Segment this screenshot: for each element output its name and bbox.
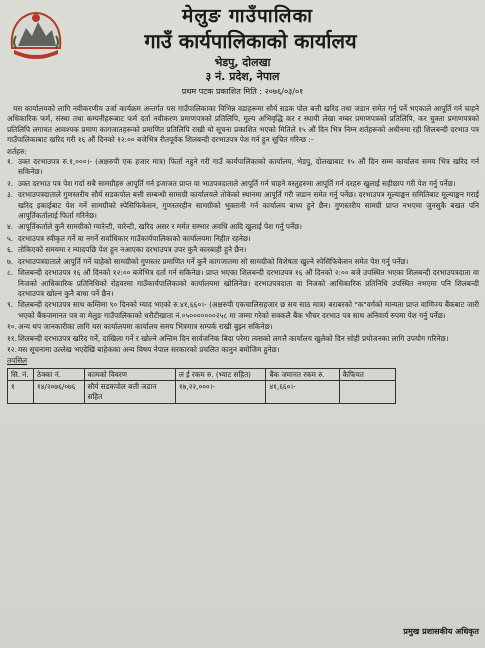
table-header-cell: सि. नं. (8, 368, 34, 381)
condition-item (7, 245, 479, 255)
condition-text: यस सूचनामा उल्लेख भएदेखि बाहेकका अन्य विषय नेपाल सरकारको प्रचलित कानुन बमोजिम हुनेछ। (18, 344, 280, 354)
table-header-cell: कैफियत (339, 368, 395, 381)
condition-number: ७. (7, 256, 14, 266)
condition-text: शिलबन्दी दरभाउपत्र खरिद गर्ने, दाखिला गर्ने र खोल्ने अन्तिम दिन सार्वजनिक बिदा परेमा त्यसको लगत्तै कार्यालय खुलेको दिन सोही प्रयोजनका लागि उपयोग गरिनेछ। (18, 333, 449, 343)
office-address: भेडपु, दोलखा (214, 56, 271, 69)
condition-text: उक्त दरभाउपत्र रु.१,०००।- (अक्षरुपी एक हजार मात्र) फिर्ता नहुने गरी गाउँ कार्यपालिकाको कार्यालय, भेडपु, दोलखाबाट १५ औं दिन सम्म कार्यालय समय भित्र खरिद गर्न सकिनेछ। (18, 157, 479, 177)
condition-number: ११. (7, 333, 17, 343)
condition-text: आपूर्तिकर्ताले कुनै सामग्रीको ग्यारेन्टी, वारेन्टी, खरिद असर र मर्मत सम्भार अवधि आदि खुलाई पेश गर्नु पर्नेछ। (18, 222, 302, 232)
condition-item (7, 322, 479, 332)
condition-item (7, 222, 479, 232)
condition-item (7, 179, 479, 189)
condition-number: १०. (7, 322, 17, 332)
office-name-line2: गाउँ कार्यपालिकाको कार्यालय (144, 29, 357, 53)
condition-number: ६. (7, 245, 14, 255)
table-cell: ४१,६६०।- (266, 381, 339, 403)
condition-number: ३. (7, 190, 14, 200)
office-province: ३ नं. प्रदेश, नेपाल (205, 70, 280, 83)
condition-number: १. (7, 157, 14, 167)
notice-header (0, 4, 485, 98)
table-cell: सौर्य सडकपोल बत्ती जडान सहित (84, 381, 175, 403)
table-header-cell: ल ई रकम रु. (भ्याट सहित) (175, 368, 266, 381)
table-header-cell: कामको विवरण (84, 368, 175, 381)
condition-text: दरभाउपत्रदाताले गुणस्तरीय सौर्य सडकपोल बत्ती सम्बन्धी सामाग्री कार्यालयले तोकेको स्थानमा आपूर्ति गरी जडान समेत गर्नु पर्नेछ। दरभाउपत्र मूल्याङ्कन समितिबाट मूल्याङ्कन गराई खरिद इकाईबाट पेश गर्ने सामग्रीको स्पेसिफिकेसन, गुणस्तरहीन सामग्रीको भुक्तानी गर्न कार्यालय बाध्य हुने छैन। गुणस्तरीय सामग्री प्राप्त नभएमा जुनसुकै बखत पनि आपूर्तिकर्तालाई फिर्ता गरिनेछ। (18, 190, 479, 221)
publish-date: प्रथम पटक प्रकाशित मिति : २०७६/०३/०१ (181, 87, 304, 96)
condition-item (7, 234, 479, 244)
condition-number: ५. (7, 233, 14, 243)
condition-number: ८. (7, 268, 14, 278)
notice-intro: यस कार्यालयको लागि नवीकरणीय उर्जा कार्यक्रम अन्तर्गत यस गाउँपालिकाका विभिन्न वडाहरूमा सौर्य सडक पोल बत्ती खरिद तथा जडान समेत गर्नु पर्ने भएकाले आपूर्ति गर्न चाहने अधिकारिक फर्म, संस्था तथा कम्पनीहरूबाट फर्म दर्ता नवीकरण प्रमाणपत्रको प्रतिलिपि, मूल्य अभिवृद्धि कर र स्थायी लेखा नम्बर प्रमाणपत्रको प्रतिलिपि, कर चुक्ता प्रमाणपत्रको प्रतिलिपि लगायत आवश्यक प्रमाण कागजातहरूको प्रमाणित प्रतिलिपि राखी यो सूचना प्रकाशित भएको मितिले १५ औं दिन भित्र निम्न शर्तहरूको अधीनमा रही शिलबन्दी दरभाउ पत्र गाउँपालिकाबाट खरिद गरी १६ औं दिनको १२:०० बजेभित्र रीतपूर्वक शिलबन्दी दरभाउपत्र पेश गर्न हुन सूचित गरिन्छ :- (7, 104, 479, 145)
table-header-cell: बैंक जमानत रकम रु. (266, 368, 339, 381)
condition-text: शिलबन्दी दरभाउपत्र १६ औं दिनको १२:०० बजेभित्र दर्ता गर्न सकिनेछ। प्राप्त भएका शिलबन्दी दरभाउपत्र १६ औं दिनको २:०० बजे उपस्थित भएका शिलबन्दी दरभाउपत्रदाता वा निजको आधिकारिक प्रतिनिधिको रोहवरमा गाउँकार्यपालिकाको कार्यालयमा खोलिनेछ। दरभाउपत्रदाता वा निजको आधिकारिक प्रतिनिधि उपस्थित नभएमा पनि शिलबन्दी दरभाउपत्र खोल्न कुनै बाधा पर्ने छैन। (18, 268, 479, 298)
condition-text: तोकिएको समयमा र म्यादपछि पेश हुन नआएका दरभाउपत्र उपर कुनै कारबाही हुने छैन। (18, 245, 247, 255)
condition-text: अन्य थप जानकारीका लागि यस कार्यालयमा कार्यालय समय भित्रमात्र सम्पर्क राखी बुझ्न सकिनेछ। (18, 322, 273, 332)
condition-item (7, 190, 479, 221)
contract-table (7, 368, 396, 404)
condition-number: ४. (7, 222, 14, 232)
condition-number: १२. (7, 344, 17, 354)
table-header-row (8, 368, 396, 381)
table-label: तपसिल (7, 356, 28, 366)
office-name-line1: मेलुङ गाउँपालिका (181, 5, 314, 27)
condition-item (7, 345, 479, 355)
condition-text: उक्त दरभाउ पत्र पेश गर्दा सबै सामग्रीहरु आपूर्ति गर्न इजाजत प्राप्त वा भाउपत्रदाताले आपूर्ति गर्न चाहने वस्तुहरुमा आपूर्ति गर्न दरहरु खुलाई सहीछाप गरी पेश गर्नु पर्नेछ। (18, 178, 456, 188)
condition-item (7, 257, 479, 267)
condition-item (7, 334, 479, 344)
table-row (8, 381, 396, 403)
condition-number: २. (7, 178, 14, 188)
conditions-list (7, 157, 479, 355)
condition-text: दरभाउपत्रदाताले आपूर्ति गर्ने चाहेको सामग्रीको गुणस्तर प्रमाणित गर्ने कुनै कागजातमा सो सामग्रीको विशेषता खुल्ने स्पेसिफिकेसन समेत पेश गर्नु पर्नेछ। (18, 256, 409, 266)
table-cell: १ (8, 381, 34, 403)
table-header-cell: ठेक्का नं. (34, 368, 85, 381)
condition-text: दरभाउपत्र स्वीकृत गर्ने वा नगर्ने सर्वाधिकार गाउँकार्यपालिकाको कार्यालयमा निहीत रहनेछ। (18, 233, 251, 243)
table-body (8, 381, 396, 403)
table-cell: १७,२२,०००।- (175, 381, 266, 403)
condition-item (7, 157, 479, 178)
table-cell: १४/२०७६/०७६ (34, 381, 85, 403)
notice-body (7, 104, 479, 404)
conditions-title: शर्तहरु: (7, 146, 27, 156)
condition-number: ९. (7, 300, 14, 310)
table-cell (339, 381, 395, 403)
signature-label: प्रमुख प्रशासकीय अधिकृत (403, 627, 479, 636)
condition-text: शिलबन्दी दरभाउपत्र साथ कम्तिमा ९० दिनको म्याद भएको रु.४१,६६०।- (अक्षरुपी एकचालिसहजार छ सय साठ मात्र) बराबरको "क"वर्गको मान्यता प्राप्त वाणिज्य बैंकबाट जारी भएको बैंकजमानत पत्र वा मेलुङ गाउँपालिकाको धरौटीखाता नं.०५०००००००२५८ मा जम्मा गरेको सक्कलै बैंक भौचर दरभाउ पत्र साथ अनिवार्य रुपमा पेश गर्नु पर्नेछ। (18, 300, 479, 320)
condition-item (7, 300, 479, 321)
condition-item (7, 268, 479, 299)
